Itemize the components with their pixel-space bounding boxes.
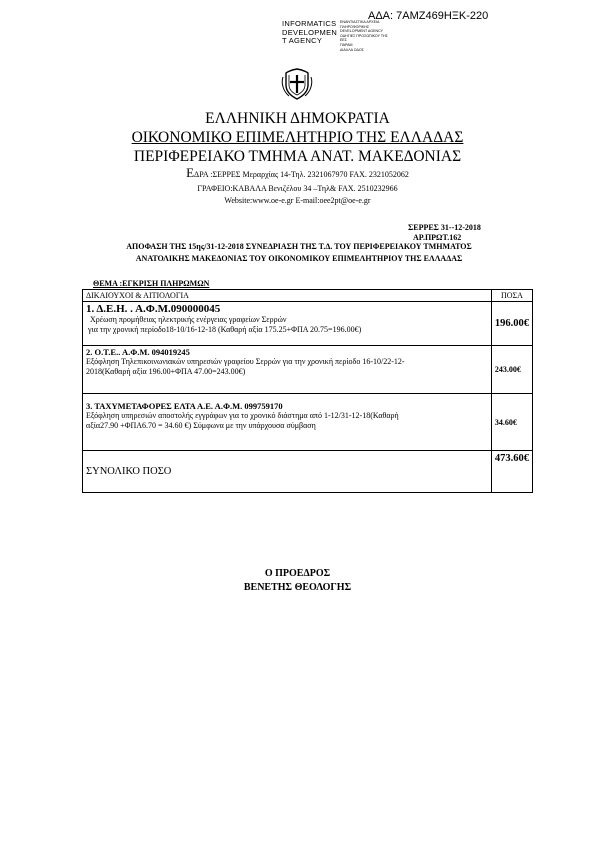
table-row xyxy=(83,394,533,451)
item-description: Εξόφληση Τηλεπικοινωνιακών υπηρεσιών γραφείου Σερρών για την χρονική περίοδο 16-10/22-12- xyxy=(86,357,405,366)
agency-small-line: ΕΕΣ xyxy=(340,38,348,43)
contact-seat-text: ΔΡΑ :ΣΕΡΡΕΣ Μεραρχίας 14-Τηλ. 2321067970 FAX. 2321052062 xyxy=(194,170,409,179)
agency-small-line: ΠΑΡΑΜ xyxy=(340,42,353,47)
signature-role: Ο ΠΡΟΕΔΡΟΣ xyxy=(264,568,331,579)
item-title: 1. Δ.Ε.Η. . Α.Φ.Μ.090000045 xyxy=(86,303,221,315)
agency-logo-line: T AGENCY xyxy=(282,36,323,45)
item-cell xyxy=(83,394,492,451)
agency-small-line: ΠΛΗΡΟΦΟΡΙΚΗΣ xyxy=(340,24,370,29)
header-chamber: ΟΙΚΟΝΟΜΙΚΟ ΕΠΙΜΕΛΗΤΗΡΙΟ ΤΗΣ ΕΛΛΑΔΑΣ xyxy=(131,129,464,146)
agency-logo-line: DEVELOPMEN xyxy=(282,27,338,37)
table-row xyxy=(83,302,533,346)
item-description: Εξόφληση υπηρεσιών αποστολής εγγράφων για το χρονικό διάστημα από 1-12/31-12-18(Καθαρή xyxy=(86,411,399,420)
total-label: ΣΥΝΟΛΙΚΟ ΠΟΣΟ xyxy=(83,451,492,493)
agency-small-line: DEVELOPMENT AGENCY xyxy=(340,29,384,34)
item-description: αξία27.90 +ΦΠΑ6.70 = 34.60 €) Σύμφωνα με την υπάρχουσα σύμβαση xyxy=(86,421,316,430)
item-title: 2. Ο.Τ.Ε.. Α.Φ.Μ. 094019245 xyxy=(86,347,190,357)
payments-table xyxy=(82,289,533,493)
contact-seat-initial: Ε xyxy=(186,165,195,180)
document-date: ΣΕΡΡΕΣ 31--12-2018 xyxy=(408,223,481,232)
agency-small-line: ΔΙΑΛΛΑ ΟΔΟΣ xyxy=(340,47,364,52)
contact-web: Website:www.oe-e.gr E-mail:oee2pt@oe-e.gr xyxy=(224,196,371,205)
total-amount: 473.60€ xyxy=(491,451,532,493)
agency-small-line: ΕΝΑΝΤΙΑΣΤΙΚΑ ΑΡΧΕΙΑ xyxy=(340,20,380,24)
item-description: Χρέωση προμήθειας ηλεκτρικής ενέργειας γραφείων Σερρών xyxy=(90,315,287,324)
item-description: για την χρονική περίοδο18-10/16-12-18 (Καθαρή αξία 175.25+ΦΠΑ 20.75=196.00€) xyxy=(88,325,362,334)
decision-line-2: ΑΝΑΤΟΛΙΚΗΣ ΜΑΚΕΔΟΝΙΑΣ ΤΟΥ ΟΙΚΟΝΟΜΙΚΟΥ ΕΠΙΜΕΛΗΤΗΡΙΟΥ ΤΗΣ ΕΛΛΑΔΑΣ xyxy=(135,254,463,263)
ada-code: ΑΔΑ: 7ΑΜΖ469ΗΞΚ-220 xyxy=(368,10,489,22)
greek-coat-of-arms-icon xyxy=(280,67,314,101)
agency-logo-line: INFORMATICS xyxy=(282,19,337,28)
column-header-amount: ΠΟΣΑ xyxy=(491,290,532,302)
item-amount: 196.00€ xyxy=(491,302,532,346)
subject-line: ΘΕΜΑ :ΕΓΚΡΙΣΗ ΠΛΗΡΩΜΩΝ xyxy=(93,279,210,288)
header-republic: ΕΛΛΗΝΙΚΗ ΔΗΜΟΚΡΑΤΙΑ xyxy=(205,110,390,127)
table-row xyxy=(83,346,533,394)
item-cell xyxy=(83,302,492,346)
header-department: ΠΕΡΙΦΕΡΕΙΑΚΟ ΤΜΗΜΑ ΑΝΑΤ. ΜΑΚΕΔΟΝΙΑΣ xyxy=(133,148,462,165)
item-amount: 243.00€ xyxy=(491,346,532,394)
contact-office: ΓΡΑΦΕΙΟ:ΚΑΒΑΛΑ Βενιζέλου 34 –Τηλ& FAX. 2510232966 xyxy=(197,184,398,193)
signature-name: ΒΕΝΕΤΗΣ ΘΕΟΛΟΓΗΣ xyxy=(243,582,352,593)
item-cell xyxy=(83,346,492,394)
agency-logo-small-text xyxy=(340,20,402,52)
item-title: 3. ΤΑΧΥΜΕΤΑΦΟΡΕΣ ΕΛΤΑ Α.Ε. Α.Φ.Μ. 099759170 xyxy=(86,401,283,411)
table-total-row xyxy=(83,451,533,493)
item-amount: 34.60€ xyxy=(491,394,532,451)
protocol-number: ΑΡ.ΠΡΩΤ.162 xyxy=(413,233,462,242)
agency-small-line: ΟΔΗΓΙΕΣ ΠΡΟΣΩΠΙΚΟΥ ΤΗΣ xyxy=(340,33,388,38)
column-header-beneficiary: ΔΙΚΑΙΟΥΧΟΙ & ΑΙΤΙΟΛΟΓΙΑ xyxy=(83,290,492,302)
decision-line-1: ΑΠΟΦΑΣΗ ΤΗΣ 15ης/31-12-2018 ΣΥΝΕΔΡΙΑΣΗ ΤΗΣ Τ.Δ. ΤΟΥ ΠΕΡΙΦΕΡΕΙΑΚΟΥ ΤΜΗΜΑΤΟΣ xyxy=(126,242,472,251)
contact-seat xyxy=(0,167,595,180)
table-header-row xyxy=(83,290,533,302)
item-description: 2018(Καθαρή αξία 196.00+ΦΠΑ 47.00=243.00€) xyxy=(86,367,246,376)
